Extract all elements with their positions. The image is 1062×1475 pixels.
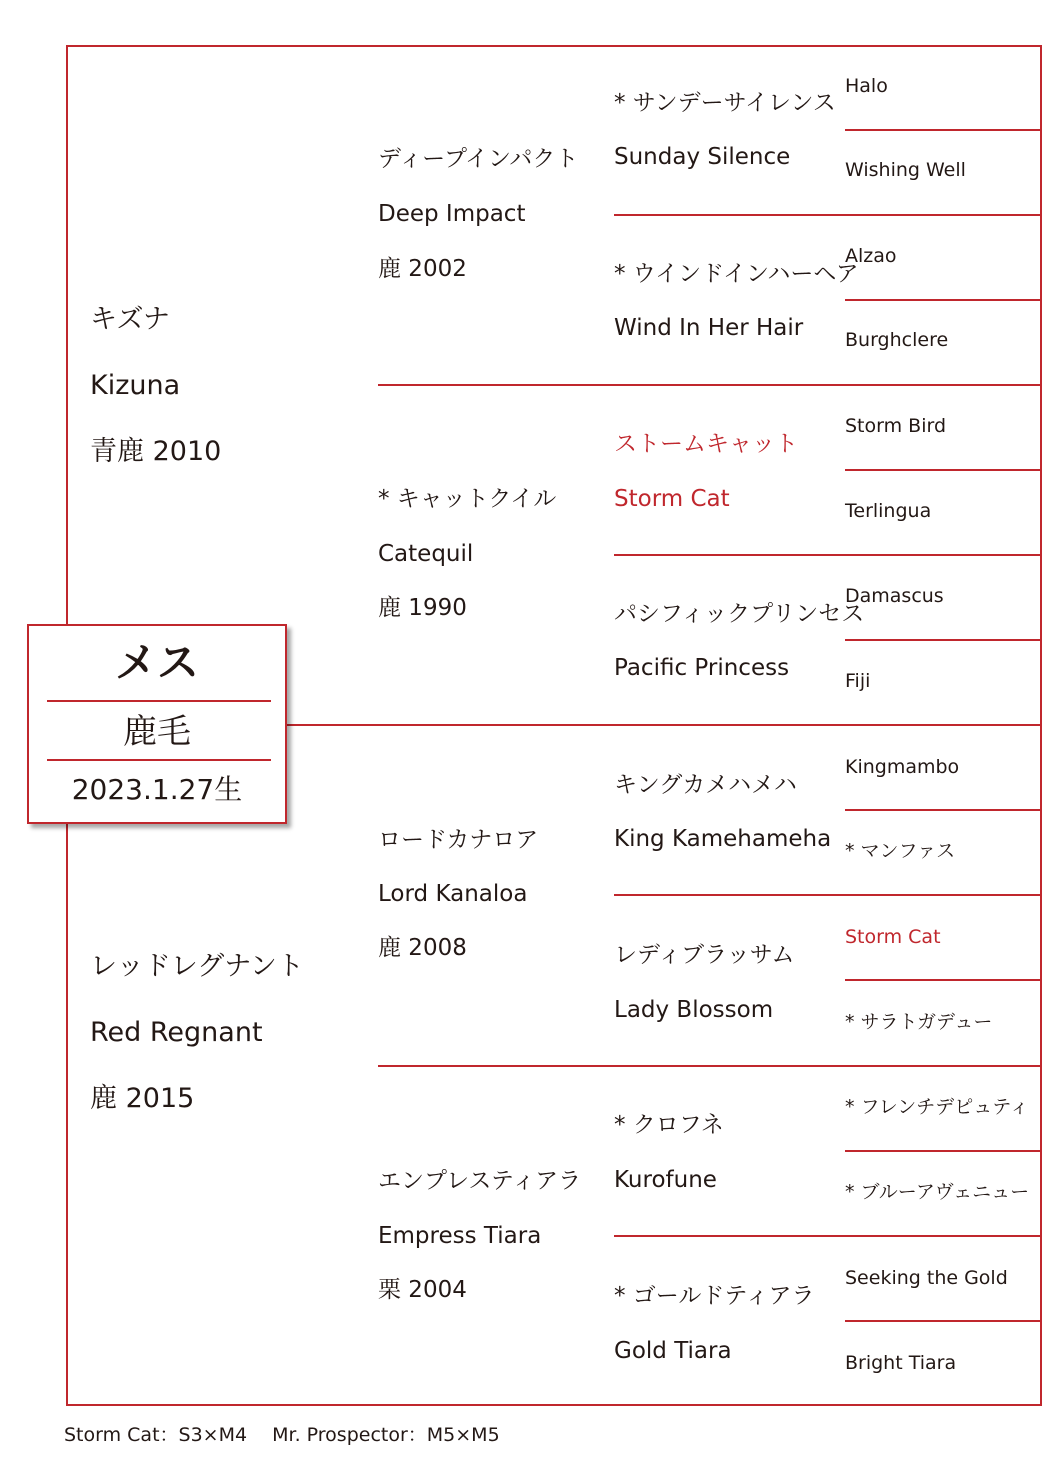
subject-divider	[47, 700, 271, 702]
g4-name: Bright Tiara	[845, 1352, 957, 1374]
g4-name: Kingmambo	[845, 756, 960, 778]
g4-name: Halo	[845, 75, 888, 97]
divider-g4	[845, 1150, 1042, 1152]
divider-g4	[845, 979, 1042, 981]
g3-name-jp: * ゴールドティアラ	[614, 1283, 815, 1309]
divider-g2	[378, 1065, 1042, 1067]
g4-name: Fiji	[845, 670, 871, 692]
g2-name-jp: * キャットクイル	[378, 486, 557, 512]
divider-g3	[614, 1235, 1042, 1237]
g4-name: Seeking the Gold	[845, 1267, 1008, 1289]
g4-name: * マンファス	[845, 840, 956, 862]
divider-g4	[845, 129, 1042, 131]
g2-info: 栗 2004	[378, 1277, 467, 1303]
g3-name-en: King Kamehameha	[614, 826, 832, 852]
g4-name: Terlingua	[845, 500, 932, 522]
dam-name-en: Red Regnant	[90, 1017, 263, 1048]
g3-name-en: Sunday Silence	[614, 144, 791, 170]
sire-name-jp: キズナ	[90, 304, 170, 335]
g4-name: * ブルーアヴェニュー	[845, 1181, 1030, 1203]
sire-info: 青鹿 2010	[90, 436, 222, 467]
g3-name-en: Kurofune	[614, 1167, 717, 1193]
g3-name-jp: レディブラッサム	[614, 942, 795, 968]
g4-name: Damascus	[845, 585, 944, 607]
g4-name: Storm Bird	[845, 415, 947, 437]
g2-info: 鹿 2008	[378, 935, 467, 961]
g3-name-jp: パシフィックプリンセス	[614, 601, 865, 627]
g2-name-en: Empress Tiara	[378, 1223, 542, 1249]
divider-g4	[845, 639, 1042, 641]
divider-g3	[614, 554, 1042, 556]
inbreeding-note: Storm Cat：S3×M4 Mr. Prospector：M5×M5	[64, 1424, 500, 1446]
g3-name-en: Wind In Her Hair	[614, 315, 804, 341]
g4-name: * フレンチデピュティ	[845, 1096, 1029, 1118]
g3-name-jp: * サンデーサイレンス	[614, 90, 836, 116]
g2-name-jp: ディープインパクト	[378, 146, 579, 172]
subject-color: 鹿毛	[123, 712, 191, 752]
g3-name-jp: * ウインドインハーヘア	[614, 261, 859, 287]
g3-name-jp: * クロフネ	[614, 1112, 724, 1138]
dam-name-jp: レッドレグナント	[90, 951, 304, 982]
g3-name-en: Pacific Princess	[614, 655, 790, 681]
g2-name-jp: ロードカナロア	[378, 827, 539, 853]
g3-name-en-highlight: Storm Cat	[614, 486, 730, 512]
subject-box	[27, 624, 287, 824]
divider-g4	[845, 1320, 1042, 1322]
g3-name-en: Lady Blossom	[614, 997, 774, 1023]
g3-name-en: Gold Tiara	[614, 1338, 732, 1364]
g2-name-en: Lord Kanaloa	[378, 881, 528, 907]
g2-name-en: Catequil	[378, 541, 474, 567]
dam-info: 鹿 2015	[90, 1083, 195, 1114]
divider-g4	[845, 469, 1042, 471]
g3-name-jp-highlight: ストームキャット	[614, 431, 798, 457]
g4-name-highlight: Storm Cat	[845, 926, 941, 948]
divider-g3	[614, 894, 1042, 896]
g2-name-en: Deep Impact	[378, 201, 526, 227]
divider-g2	[378, 384, 1042, 386]
sire-name-en: Kizuna	[90, 370, 181, 401]
subject-birth: 2023.1.27生	[71, 773, 243, 806]
g2-name-jp: エンプレスティアラ	[378, 1168, 582, 1194]
g4-name: Burghclere	[845, 329, 949, 351]
g4-name: * サラトガデュー	[845, 1011, 993, 1033]
subject-divider	[47, 759, 271, 761]
subject-sex: メス	[114, 638, 199, 687]
divider-g3	[614, 214, 1042, 216]
g3-name-jp: キングカメハメハ	[614, 772, 797, 798]
divider-g4	[845, 809, 1042, 811]
g2-info: 鹿 1990	[378, 595, 467, 621]
g4-name: Alzao	[845, 245, 897, 267]
divider-g4	[845, 299, 1042, 301]
g2-info: 鹿 2002	[378, 256, 467, 282]
divider-sire-dam	[287, 724, 1042, 726]
g4-name: Wishing Well	[845, 159, 966, 181]
